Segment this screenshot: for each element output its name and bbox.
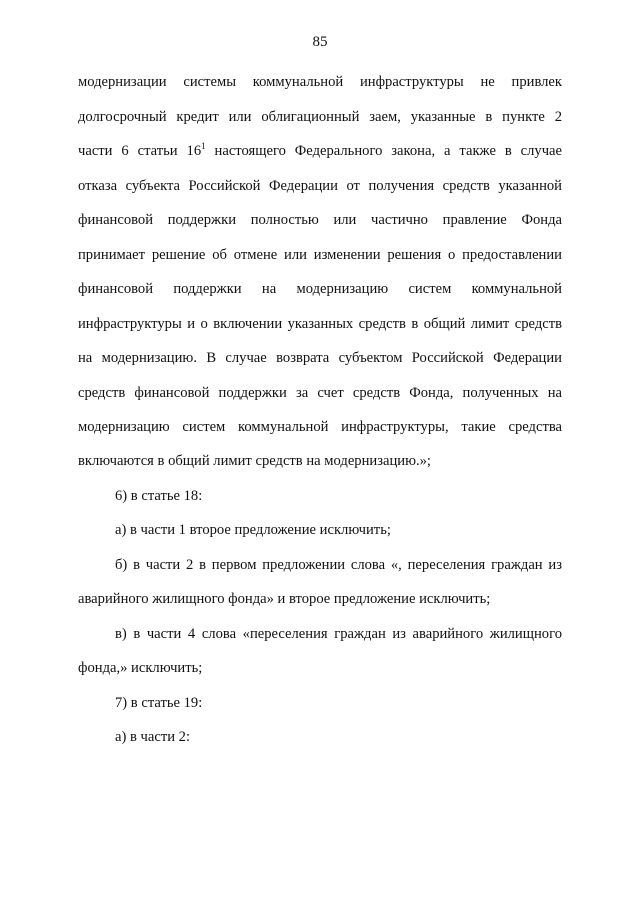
text-line: на модернизацию. В случае возврата субъектом Российской Федерации — [78, 350, 562, 366]
list-item: б) в части 2 в первом предложении слова «, переселения граждан из — [115, 557, 562, 573]
text-line: аварийного жилищного фонда» и второе предложение исключить; — [78, 591, 491, 607]
text-line: долгосрочный кредит или облигационный заем, указанные в пункте 2 — [78, 109, 562, 125]
text-line: средств финансовой поддержки за счет средств Фонда, полученных на — [78, 385, 562, 401]
text-fragment: настоящего Федерального закона, а также в случае — [205, 143, 562, 159]
text-line — [78, 142, 562, 160]
text-line: включаются в общий лимит средств на модернизацию.»; — [78, 453, 431, 469]
text-line: отказа субъекта Российской Федерации от получения средств указанной — [78, 178, 562, 194]
text-fragment: части 6 статьи 16 — [78, 143, 202, 159]
page-number: 85 — [312, 34, 328, 50]
text-line: принимает решение об отмене или изменении решения о предоставлении — [78, 247, 562, 263]
text-line: модернизацию систем коммунальной инфраструктуры, такие средства — [78, 419, 562, 435]
text-line: финансовой поддержки полностью или частично правление Фонда — [78, 212, 562, 228]
list-item: 7) в статье 19: — [115, 695, 203, 711]
list-item: в) в части 4 слова «переселения граждан из аварийного жилищного — [115, 626, 562, 642]
text-line: фонда,» исключить; — [78, 660, 203, 676]
superscript: 1 — [201, 142, 206, 152]
text-line: модернизации системы коммунальной инфраструктуры не привлек — [78, 74, 562, 90]
text-line: финансовой поддержки на модернизацию систем коммунальной — [78, 281, 562, 297]
text-line: инфраструктуры и о включении указанных средств в общий лимит средств — [78, 316, 562, 332]
list-item: а) в части 1 второе предложение исключить; — [115, 522, 391, 538]
list-item: 6) в статье 18: — [115, 488, 203, 504]
list-item: а) в части 2: — [115, 729, 191, 745]
